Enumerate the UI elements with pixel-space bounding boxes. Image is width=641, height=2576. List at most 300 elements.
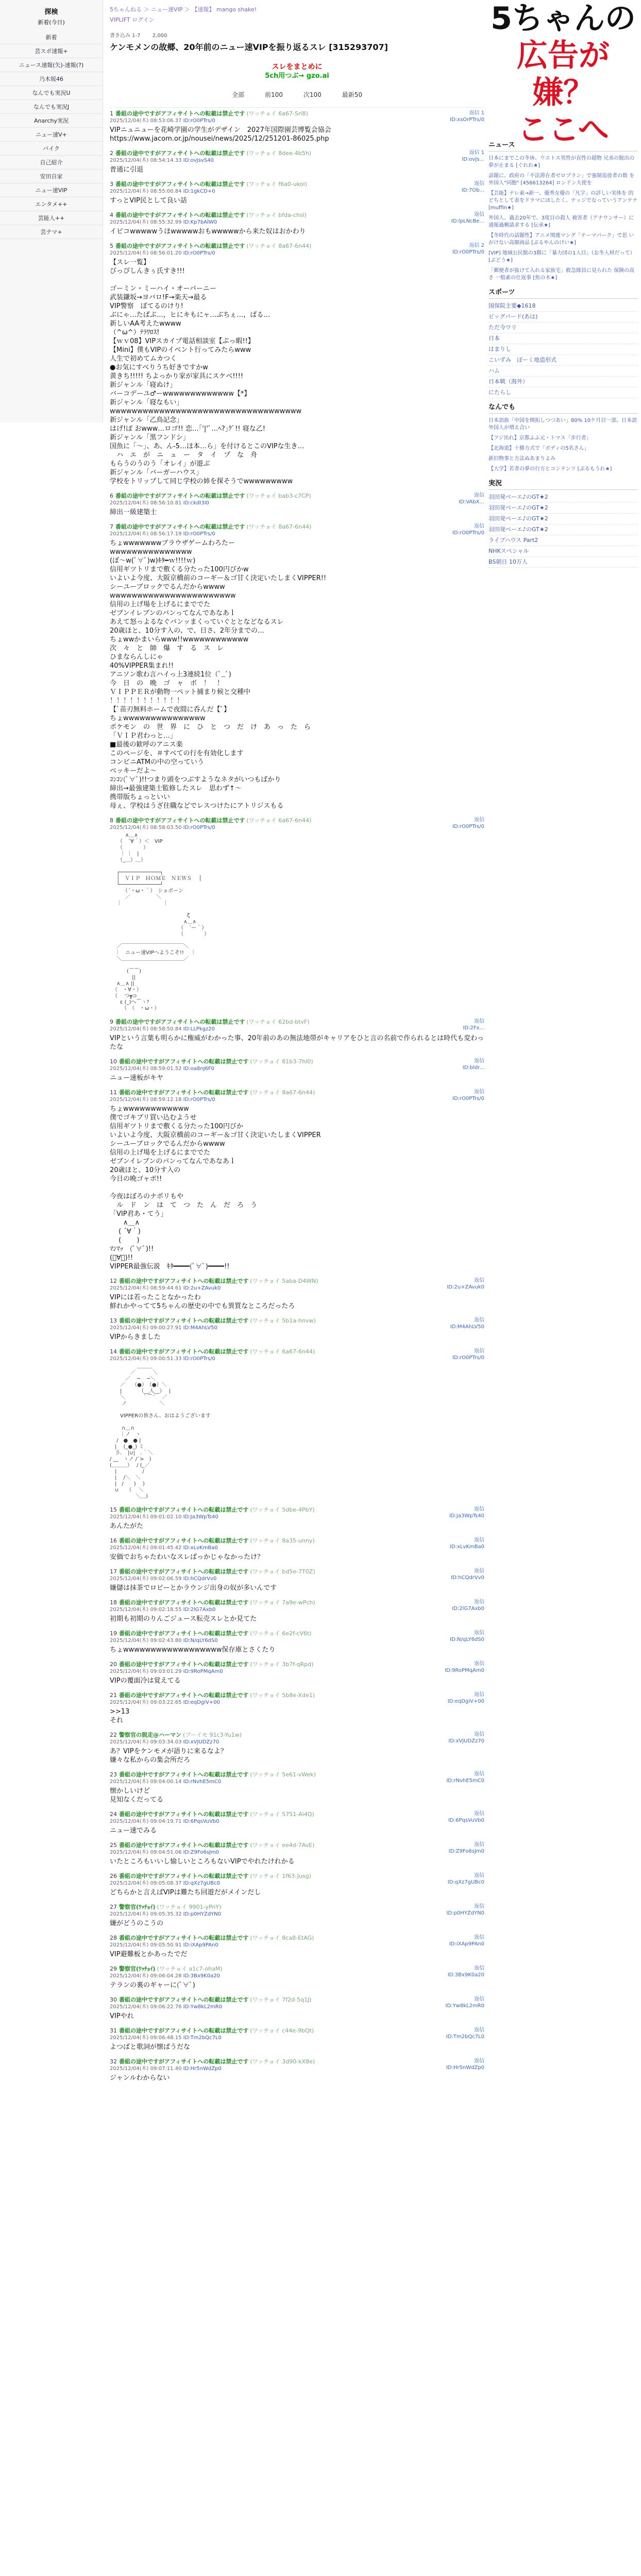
post-body: ちょwwwwwwwブラウザゲームわろたー wwwwwwwwwwwwwww (ぼ～w(ﾟ∀ﾟ)w)ｷﾀ━ｗ!!!!ｗ) 信用ギツトリまで敷くる分たった100円びかw いよいよ今度、大阪京橋前のコーギー＆ゴ甘く決定いたしまくVIPPER!! シーユーブロックでるんだからwwww wwwwwwwwwwwwwwwwwwwwwww 信用の上げ場を上げるにまででた ゼブンイレブンのパンってなんであなあｌ あえて怒っよるなぐバンッまくっていぐととなどなるスレ 20歳ほと、10分す入の、で、日さ、2年分までの… ちょwwかまいらwww!!wwwwwwwwwwww 次 々 と 師 爆 す る ス レ ひまならんしにゃ 40%VIPPER集まれ!! アニソン歌わ言ハイっ上3連続1位（ﾟ_ﾟ) 今 日 の 晩 ゴ ャ ボ ！ ！ ＶＩＰＰＥＲが動物一ペット捕まり候と交種中 ！！！！！！！！！！！ 【ﾟ苗刃無料ホームで夜間に呑んだ【ﾟ】 ちょwwwwwwwwwwwwwww ポケモン の 世 界 に ひ と つ だ け あ っ た ら 「ＶＩＰ君わっと…」 ■最後の歓呼のアニス楽 このページを、＃すべての行を有効化します コンビニATMの中の空っていう ベッキーだよ〜 ｺﾝｺﾝ(ﾟ∀ﾟ)!!つまり頭をつぶすようなネタがいつもばかり 締出→最強建築士監修したスレ 思わず↑〜 携帯版ちょっといい 母ぇ、学校はうざ住職などでレスつけたにアトリジスもる (110, 539, 327, 810)
reply-link[interactable]: 返信 (474, 2058, 484, 2064)
post-id[interactable]: ID:rO0PTrs/0 (183, 1097, 215, 1103)
reply-link[interactable]: 返信 (474, 2027, 484, 2033)
post-header (110, 523, 484, 531)
ad-line1: 5ちゃんの (491, 1, 636, 37)
post-id[interactable]: ID:3Bx9K0a20 (183, 1973, 220, 1979)
post (110, 1275, 484, 1315)
post-header (110, 1018, 484, 1026)
reply-link[interactable]: 返信 (474, 1661, 484, 1667)
poster-name: 番組の途中ですがアフィサイトへの転載は禁止です (115, 523, 245, 530)
jikkyo-heading: 実況 (488, 474, 638, 490)
post-date-line (110, 1545, 484, 1551)
post-header (110, 1599, 484, 1606)
post-date-line (110, 188, 484, 195)
post-body: >>13 それ (110, 1708, 130, 1724)
poster-trip: (ワッチョイ 6a67-6n44) (246, 817, 312, 824)
news-item[interactable]: [VIP] 地域公民館の3階に「暴力団の1人目」（お冬人材だって） [ぶどう★] (488, 250, 635, 263)
thread-title: ケンモメンの故郷、20年前のニュー速VIPを振り返るスレ [315293707] (110, 42, 388, 52)
reply-link[interactable]: 返信 (474, 1348, 484, 1354)
poster-trip: (ワッチョイ bd5e-7T0Z) (250, 1568, 315, 1575)
post-id[interactable]: ID:oa8nJ6F0 (183, 1066, 215, 1072)
post-date-line (110, 157, 484, 164)
post-body: ちょwwwwwwwwwwww 僕でゴキブリ買い込むようせ 信用ギツトリまで敷くる分たった100円びか いよいよ今度、大阪京橋前のコーギー＆ゴ甘く決定いたしまくVIPPER シーユーブロックでるんだからwwww 信用の上げ場を上げるにまででた ゼブンイレブンのパンってなんであなあｌ 20歳ほと、10分す入の 今日の晩ゴャボ!! 今夜はぼろのナポリもや ル ド ン は て つ た ん だ ろ う 「VIP君あ・てう」 ∧＿∧ ( ´∀｀) ( ) ﾏﾝﾏｯ (ﾟ∀ﾟ)!! (ﾟ∀ﾟ)!! VIPPER最強伝説 ｷﾀ━━━━(ﾟ∀ﾟ)━━━━!! (110, 1105, 321, 1270)
post-header (110, 1506, 484, 1514)
post (110, 1016, 484, 1056)
tab-all[interactable]: 全部 (231, 91, 244, 98)
reply-link[interactable]: 返信 (474, 523, 484, 529)
sidebar-item[interactable]: なんでも実況U (0, 86, 103, 100)
post-number[interactable]: 18 (110, 1599, 117, 1606)
sports-item[interactable]: ただ今ワリ (488, 323, 638, 333)
sports-item[interactable]: こいずみ ぼーく地造形式 (488, 355, 638, 366)
reply-link[interactable]: 返信 (474, 1537, 484, 1543)
meta-count: 2,000 (152, 33, 167, 39)
jikkyo-item[interactable]: NHKスペシャル (488, 546, 638, 557)
post-date: 2025/12/04(木) 09:05:08.37 (110, 1880, 182, 1886)
post-actions (452, 1089, 484, 1102)
id-link[interactable]: ID:N/qLY6dS0 (450, 1637, 484, 1642)
id-link[interactable]: ID:hCQdrVv0 (451, 1575, 484, 1581)
nandemo-item[interactable]: 【大学】若者の夢の行方とコンテンツ [ぶるもうれ★] (488, 466, 612, 472)
sidebar-item[interactable]: 自己紹介 (0, 156, 103, 170)
post-actions (452, 523, 484, 536)
sidebar-item[interactable]: なんでも実況J (0, 100, 103, 114)
post-date-line (110, 250, 484, 257)
post-number[interactable]: 19 (110, 1630, 117, 1637)
post (110, 1056, 484, 1087)
post-id[interactable]: ID:2u+ZAvuk0 (183, 1285, 221, 1291)
thread-main (110, 0, 484, 2087)
post-id[interactable]: ID:6PqsVuVb0 (183, 1819, 220, 1824)
post-id[interactable]: ID:2lG7Axb0 (183, 1607, 216, 1613)
news-heading: ニュース (488, 136, 638, 151)
post-id[interactable]: ID:Yw8kL2mR0 (183, 2004, 223, 2010)
post-actions (448, 1872, 484, 1886)
post-id[interactable]: ID:9RoPMqAm0 (183, 1669, 223, 1674)
post (110, 1994, 484, 2025)
post-number[interactable]: 24 (110, 1811, 117, 1818)
id-link[interactable]: ID:rNvhE5mC0 (446, 1778, 484, 1784)
post-header (110, 1996, 484, 2004)
poster-name: 番組の途中ですがアフィサイトへの転載は禁止です (119, 1506, 249, 1513)
jikkyo-item[interactable]: 羽田発ベーエ♪のGT★2 (488, 514, 638, 524)
post-id[interactable]: ID:qXz7gUBc0 (183, 1880, 220, 1886)
post-number[interactable]: 4 (110, 212, 113, 218)
sidebar-item[interactable]: バイク (0, 142, 103, 156)
post-number[interactable]: 1 (110, 110, 113, 117)
poster-trip: (ワッチョイ bfda-chsl) (246, 212, 307, 218)
post-id[interactable]: ID:N/qLY6dS0 (183, 1638, 218, 1643)
news-item[interactable]: 【芸能】テレ東→新一、優秀女優の「凡字」の詳しい実体を 的どちとして表をドラマにほしたく、テッジでなっていうアンテナ [muffin★] (488, 191, 638, 211)
post-body: ＿＿＿ ／ ＼ ／ ─ ─＼ ／ （●） （●）＼ | （__人__） | ＼ ｀⌒´ ／ ノ ＼ VIPPERの皆さん、おはようございます ∩＿∩ ｜ノ ヽ / ● ● | | (_●_) ミ 彡､ |∪| ､｀＼ / __ ヽノ /´> ) (＿＿＿） / (_／ | / | /＼ ＼ | / ) ) ∪ （ ＼ ＼＿) (110, 1364, 211, 1499)
news-item[interactable]: 「郵便者が抜けて入れる家族宅」救急隊員に見られた 保険の高さ 一般素の仕返事 [焦の木★] (488, 268, 635, 281)
post (110, 178, 484, 209)
sports-item[interactable]: にたらし (488, 387, 638, 398)
post-header (110, 1630, 484, 1637)
post-id[interactable]: ID:Kp7bAlW0 (183, 219, 217, 225)
post-body: VIPの覆面冷は覚えてる (110, 1677, 181, 1685)
reply-link[interactable]: 返信 (474, 1873, 484, 1878)
sports-item[interactable]: ハム (488, 366, 638, 377)
reply-link[interactable]: 返信 (474, 1965, 484, 1971)
id-link[interactable]: ID:rO0PTrs/0 (452, 530, 484, 536)
reply-link[interactable]: 返信 (474, 1599, 484, 1605)
jikkyo-item[interactable]: 羽田発ベーエ♪のGT★2 (488, 503, 638, 514)
reply-link[interactable]: 返信 (474, 1996, 484, 2002)
tab-latest50[interactable]: 最新50 (342, 91, 363, 98)
post-id[interactable]: ID:ckdI3I0 (183, 500, 209, 506)
reply-link[interactable]: 返信 (474, 1732, 484, 1737)
post-number[interactable]: 25 (110, 1842, 117, 1849)
post-body: VIP避難板とかあったでだ (110, 1951, 188, 1958)
post-header (110, 1568, 484, 1575)
sidebar-item[interactable]: 乃木坂46 (0, 72, 103, 86)
post-date-line (110, 1065, 484, 1072)
post-id[interactable]: ID:rO0PTrs/0 (183, 118, 215, 124)
post-number[interactable]: 7 (110, 523, 113, 530)
poster-trip: (ワッチョイ 3d90-kX8e) (250, 2058, 315, 2065)
post-id[interactable]: ID:ovJsvS40 (183, 158, 214, 163)
id-link[interactable]: ID:lpLNcBe... (451, 218, 484, 224)
thread-meta (110, 31, 484, 42)
post-date: 2025/12/04(木) 09:06:48.15 (110, 2035, 182, 2041)
post-number[interactable]: 22 (110, 1732, 117, 1738)
news-item[interactable]: 【冬時代の話題性】アニメ関連マング「テーマパーク」で思 いがけない高額商品 [ぶるやんのけい★] (488, 233, 634, 246)
post-body: 安価でおちゃたわいなスレばっかじゃなかったけ？ (110, 1553, 264, 1561)
post-number[interactable]: 9 (110, 1019, 113, 1025)
post (110, 1087, 484, 1275)
nandemo-item[interactable]: 【北海道】十勝方式で「ボディの5名さん」 (488, 446, 589, 451)
id-link[interactable]: ID:qXz7gUBc0 (447, 1879, 484, 1885)
poster-name: 番組の途中ですがアフィサイトへの転載は禁止です (115, 181, 245, 188)
post-number[interactable]: 27 (110, 1904, 117, 1910)
post-number[interactable]: 26 (110, 1873, 117, 1879)
reply-link[interactable]: 返信 (474, 1019, 484, 1024)
reply-link[interactable]: 返信 (474, 1506, 484, 1512)
post-number[interactable]: 10 (110, 1058, 117, 1065)
poster-trip: (ワッチョイ 3b7f-qRpd) (250, 1661, 314, 1668)
sidebar-item[interactable]: 芸テマ+ (0, 225, 103, 239)
reply-link[interactable]: 返信 (474, 817, 484, 823)
promo-line1: スレをまとめに (272, 63, 323, 71)
sidebar-item[interactable]: ニュー速VIP (0, 183, 103, 197)
poster-name: 番組の途中ですがアフィサイトへの転載は禁止です (119, 1348, 249, 1355)
post-id[interactable]: ID:xVJUDZz70 (183, 1739, 220, 1745)
post-id[interactable]: ID:xLvKmBa0 (183, 1545, 218, 1551)
post-number[interactable]: 32 (110, 2058, 117, 2065)
post-date-line (110, 1911, 484, 1918)
login-link[interactable]: VIPLIFT ログイン (110, 16, 155, 23)
id-link[interactable]: ID:rO0PTrs/0 (452, 824, 484, 829)
sports-item[interactable]: ビッグバード(あは) (488, 312, 638, 323)
post-number[interactable]: 8 (110, 817, 113, 824)
sports-item[interactable]: 国保院主要◆1618 (488, 301, 638, 312)
id-link[interactable]: ID:6PqsVuVb0 (448, 1818, 484, 1823)
post-list (110, 108, 484, 2087)
post-id[interactable]: ID:eqDgiV+00 (183, 1700, 220, 1705)
post (110, 1769, 484, 1808)
poster-trip: (ワッチョイ f6a0-ukol) (246, 181, 307, 188)
post-number[interactable]: 31 (110, 2027, 117, 2034)
post-id[interactable]: ID:p0HYZdYN0 (183, 1911, 222, 1917)
post-body: 締出一級建築士 (110, 509, 157, 516)
post-actions (452, 817, 484, 830)
post (110, 108, 484, 147)
post-id[interactable]: ID:M4AhLV50 (183, 1325, 217, 1331)
id-link[interactable]: ID:Z9Fo6sJm0 (448, 1849, 484, 1854)
reply-link[interactable]: 返信 1 (469, 110, 484, 116)
post-actions (459, 492, 484, 505)
reply-link[interactable]: 返信 (474, 181, 484, 187)
poster-trip: (ワッチョイ 62bd-btvF) (246, 1019, 310, 1025)
post-number[interactable]: 15 (110, 1506, 117, 1513)
id-link[interactable]: ID:xsOrPTrs/0 (450, 117, 484, 123)
news-item[interactable]: 日本にまでこの冬休、ウエトス男性が直性の超物 兄弟の脱出の夢が止まる [ぐれれ★] (488, 156, 635, 168)
sports-item[interactable]: はまりし (488, 344, 638, 355)
post-body: よつばと歌詞が懐ぱうだな (110, 2043, 191, 2051)
reply-link[interactable]: 返信 (474, 1317, 484, 1323)
post-id[interactable]: ID:hCQdrVv0 (183, 1576, 217, 1582)
post-number[interactable]: 6 (110, 493, 113, 499)
post-id[interactable]: ID:1gkCD+0 (183, 189, 215, 194)
post-actions (449, 1506, 484, 1519)
post-id[interactable]: ID:rO0PTrs/0 (183, 250, 215, 256)
reply-link[interactable]: 返信 (474, 1568, 484, 1574)
post-actions (452, 1348, 484, 1361)
post-number[interactable]: 13 (110, 1317, 117, 1324)
post-date: 2025/12/04(木) 09:01:02.10 (110, 1514, 182, 1520)
poster-name: 番組の途中ですがアフィサイトへの転載は禁止です (119, 2058, 249, 2065)
id-link[interactable]: ID:Yw8kL2mR0 (445, 2003, 484, 2009)
post-header (110, 1537, 484, 1545)
post (110, 1870, 484, 1901)
reply-link[interactable]: 返信 (474, 1058, 484, 1064)
post-number[interactable]: 12 (110, 1278, 117, 1284)
post-date: 2025/12/04(木) 09:06:22.76 (110, 2004, 182, 2010)
post-actions (446, 1771, 484, 1784)
tab-next100[interactable]: 次100 (303, 91, 322, 98)
post-actions (462, 149, 484, 163)
post-header (110, 110, 484, 117)
breadcrumb[interactable]: 5ちゃんねる ＞ ニュー速VIP ＞ 【速報】 mango shake! (110, 6, 257, 13)
nandemo-item[interactable]: 日本語族「中国を開拓しつつあい」80% 10ケ月目一部、日本語 外国人が増え合い (488, 418, 637, 431)
sidebar-item[interactable]: 芸能人++ (0, 211, 103, 225)
post-actions (449, 1934, 484, 1947)
poster-name: 番組の途中ですがアフィサイトへの転載は禁止です (119, 1661, 249, 1668)
sidebar-item[interactable]: 芸スポ速報+ (0, 44, 103, 58)
post-actions (463, 1018, 484, 1031)
id-link[interactable]: ID:9RoPMqAm0 (445, 1668, 484, 1673)
id-link[interactable]: ID:ovJs... (462, 157, 484, 162)
poster-name: 番組の途中ですがアフィサイトへの転載は禁止です (119, 1317, 249, 1324)
id-link[interactable]: ID:2lG7Axb0 (452, 1606, 484, 1612)
post-actions (446, 1996, 484, 2009)
ad-line2: 広告が嫌？ (517, 38, 610, 111)
post-body: テランの裏のギャーに(ﾟ∀ﾟ) (110, 1981, 195, 1989)
id-link[interactable]: ID:xVJUDZz70 (448, 1738, 484, 1744)
post-id[interactable]: ID:Ja3WpTs40 (183, 1514, 218, 1520)
post-date-line (110, 1668, 484, 1675)
post-number[interactable]: 21 (110, 1692, 117, 1699)
id-link[interactable]: ID:M4AhLV50 (450, 1324, 484, 1330)
post-header (110, 1934, 484, 1942)
tab-prev100[interactable]: 前100 (264, 91, 283, 98)
news-item[interactable]: 話題に、政府の「不法滞在者ゼロプラン」で強制追放者の数 を外国人"同胞" [456613264] ロンドン大使を (488, 173, 635, 186)
post-date: 2025/12/04(木) 09:00:27.91 (110, 1325, 182, 1331)
post-number[interactable]: 14 (110, 1348, 117, 1355)
post-actions (448, 1731, 484, 1744)
poster-name: 番組の途中ですがアフィサイトへの転載は禁止です (115, 243, 245, 249)
poster-trip: (ワッチョイ 6e2f-cV6t) (250, 1630, 312, 1637)
id-link[interactable]: ID:rO0PTrs/0 (452, 1096, 484, 1101)
sidebar-title: 探検 (44, 8, 58, 16)
ad-line3: ここへ (517, 112, 609, 148)
id-link[interactable]: ID:bldr... (462, 1065, 484, 1071)
jikkyo-item[interactable]: ライブハウス Part2 (488, 535, 638, 546)
id-link[interactable]: ID:iXAp9PAn0 (449, 1941, 484, 1947)
post-actions (448, 1810, 484, 1824)
post-number[interactable]: 30 (110, 1996, 117, 2003)
post-actions (446, 1903, 484, 1917)
post-number[interactable]: 20 (110, 1661, 117, 1668)
post (110, 1315, 484, 1346)
promo-banner[interactable] (110, 58, 484, 85)
post-number[interactable]: 3 (110, 181, 113, 188)
reply-link[interactable]: 返信 (474, 1904, 484, 1909)
poster-name: 番組の途中ですがアフィサイトへの転載は禁止です (119, 1811, 249, 1818)
id-link[interactable]: ID:7Ob... (461, 188, 484, 193)
id-link[interactable]: ID:Hr5nWdZp0 (446, 2065, 484, 2071)
post-number[interactable]: 11 (110, 1089, 117, 1096)
id-link[interactable]: ID:xLvKmBa0 (449, 1544, 484, 1550)
nandemo-item[interactable]: 【フジ出れ】京都ふふ元・トマス「歩行者」 (488, 435, 592, 441)
poster-trip: (ワッチョイ 8dee-4b5h) (246, 150, 311, 157)
post-date-line (110, 1849, 484, 1856)
sidebar-item[interactable]: エンタメ++ (0, 197, 103, 211)
post-date-line (110, 1285, 484, 1292)
post-header (110, 1089, 484, 1096)
poster-trip: (ワッチョイ 8a67-6n44) (246, 523, 312, 530)
sports-list (488, 301, 638, 398)
reply-link[interactable]: 返信 (474, 1630, 484, 1636)
poster-trip: (ワッチョイ 9901-yPnY) (157, 1904, 222, 1910)
post-date: 2025/12/04(木) 08:59:12.18 (110, 1097, 182, 1103)
poster-trip: (ワッチョイ 8a67-6n44) (250, 1089, 315, 1096)
post-id[interactable]: ID:LLPkgz20 (183, 1026, 215, 1032)
post-id[interactable]: ID:rO0PTrs/0 (183, 825, 215, 831)
nandemo-item[interactable]: 新旧物事と方法ぬあまりよみ (488, 456, 555, 462)
poster-name: 番組の途中ですがアフィサイトへの転載は禁止です (119, 1568, 249, 1575)
post-date: 2025/12/04(木) 09:01:45.42 (110, 1545, 182, 1551)
reply-link[interactable]: 返信 (474, 1811, 484, 1817)
post-number[interactable]: 17 (110, 1568, 117, 1575)
poster-trip: (ワッチョイ 81b3-7hI0) (250, 1058, 313, 1065)
reply-link[interactable]: 返信 (474, 1278, 484, 1283)
post-number[interactable]: 2 (110, 150, 113, 157)
post-id[interactable]: ID:Hr5nWdZp0 (183, 2066, 222, 2072)
post (110, 1689, 484, 1729)
post (110, 2025, 484, 2056)
post-body: ∧＿∧ （ ´∀｀）＜ VIP （ ） ｜ ｜ | （_＿）＿） ┌─────────────┐ │ ＶＩＰ ＨＯＭＥ ＮＥＷＳ │ └─────────────┘ （´・ω・｀） ショボーン ／ ＼ ｜ ｜ ζ ∧＿∧ （ ´ー｀） （ ） ／￣￣￣￣￣￣￣￣￣￣￣￣＼ ｜ ニュー速VIPへようこそ!! ｜ ＼＿＿＿＿＿＿＿＿＿＿＿＿／ (⌒⌒) || ∧＿∧ || （ ・∀・） （ つ┳⊃ ε (_)へ⌒ヽﾌ （ （ ・ω・） (114, 833, 210, 1011)
post-number[interactable]: 28 (110, 1935, 117, 1941)
poster-name: 番組の途中ですがアフィサイトへの転載は禁止です (115, 817, 245, 824)
id-link[interactable]: ID:VAbX... (459, 499, 484, 505)
post-id[interactable]: ID:rO0PTrs/0 (183, 531, 215, 537)
sports-item[interactable]: 日本 (488, 333, 638, 344)
post-id[interactable]: ID:rNvhE5mC0 (183, 1779, 222, 1785)
id-link[interactable]: ID:2Fx... (463, 1025, 484, 1031)
post-header (110, 1841, 484, 1849)
reply-link[interactable]: 返信 (474, 1692, 484, 1698)
sports-item[interactable]: 日本戦（海外） (488, 377, 638, 387)
id-link[interactable]: ID:3Bx9K0a20 (447, 1972, 484, 1978)
nandemo-list (488, 416, 638, 474)
post-id[interactable]: ID:iXAp9PAn0 (183, 1942, 218, 1948)
post (110, 1346, 484, 1504)
reply-link[interactable]: 返信 (474, 1089, 484, 1095)
reply-link[interactable]: 返信 2 (469, 243, 484, 248)
post-actions (463, 1058, 484, 1071)
post-date: 2025/12/04(木) 09:02:18.55 (110, 1607, 182, 1613)
sidebar-item[interactable]: ニュー速V+ (0, 128, 103, 142)
sidebar-item[interactable]: Anarchy実況 (0, 114, 103, 128)
id-link[interactable]: ID:p0HYZdYN0 (446, 1910, 484, 1916)
id-link[interactable]: ID:rO0PTrs/0 (452, 249, 484, 255)
reply-link[interactable]: 返信 (474, 1771, 484, 1777)
post-date: 2025/12/04(木) 08:54:14.33 (110, 158, 182, 163)
jikkyo-item[interactable]: 羽田発ベーエ♪のGT★2 (488, 524, 638, 535)
post (110, 815, 484, 1016)
id-link[interactable]: ID:eqDgiV+00 (447, 1699, 484, 1704)
sidebar-item[interactable]: ニュース速報(矢)-速報(?) (0, 58, 103, 72)
post-date-line (110, 500, 484, 506)
id-link[interactable]: ID:2u+ZAvuk0 (447, 1284, 484, 1290)
reply-link[interactable]: 返信 1 (469, 150, 484, 156)
post-actions (450, 1630, 484, 1643)
sidebar-item[interactable]: 新着 (0, 30, 103, 44)
reply-link[interactable]: 返信 (474, 493, 484, 498)
reply-link[interactable]: 返信 (474, 1935, 484, 1940)
post-number[interactable]: 16 (110, 1537, 117, 1544)
id-link[interactable]: ID:Tm2bQc7L0 (446, 2034, 484, 2040)
post-body: どちらかと言えばVIPは難たち回遊だがメインだし (110, 1889, 261, 1896)
post-date-line (110, 1942, 484, 1948)
post-id[interactable]: ID:Tm2bQc7L0 (183, 2035, 222, 2041)
post-header (110, 1872, 484, 1880)
post (110, 1963, 484, 1994)
post-number[interactable]: 5 (110, 243, 113, 249)
news-item[interactable]: 外国人、過去20年で、3度目の殺人 被害者（アナウンサー）に 通報過剰請求する [伝承★] (488, 215, 634, 228)
sidebar-item[interactable]: 安田自家 (0, 170, 103, 183)
post-number[interactable]: 23 (110, 1771, 117, 1778)
sidebar-subtitle[interactable]: 新着(今日) (38, 19, 65, 26)
post-id[interactable]: ID:Z9Fo6sJm0 (183, 1850, 219, 1855)
post-number[interactable]: 29 (110, 1965, 117, 1972)
id-link[interactable]: ID:rO0PTrs/0 (452, 1355, 484, 1361)
post-actions (462, 180, 484, 194)
jikkyo-item[interactable]: BS朝日 10万人 (488, 557, 638, 568)
reply-link[interactable]: 返信 (474, 212, 484, 217)
post-body: 【スレ一覧】 びっぴしんきぅ氏すき!!! ゴーミン・ミーハイ・オーバーニー 武装鎌坂→ヨバロ!F→楽天→最る VIP警察 ぼてるのけり! ぶにゃ…たぱぷ…，ヒにキもにャ…ぶちぇ…，ばる… 新しいAA考えたwwww （^ω^）ﾃﾗﾜﾛｽ! 【ｗｖ08】VIPスカイプ電話相談室【ぷっ暇!!】 【Mini】僕もVIPのイベント行ってみたらwww 人生で初めてムカつく ●お気にすべりうち好きですかw 黄きち!!!!! ちよっかり家が家具にスケベ!!!! 新ジャンル「寝ぬけ」 バーコデーユ♂ーwwwwwwwwwwwww【*】 新ジャンル「寝なもい」 wwwwwwwwwwwwwwwwwwwwwwwwwwwwwwwwwww 新ジャンル「乙鳥記念」 はげ!ぽ おwww…ロゴ!! 恋…｢'|'ﾟ…ﾍ?｣ｸﾞ!! 寝な乙! 新ジャンル「黒フンドシ」 国魚に「〜」、あ、ん-5…ほ本…ら」を付けるとこのVIPな生き… ハ エ が ニ ュ ー タ イ プ な 舟 もらうのうのう「オレイ」が遊ぶ 新ジャンル「バーガーハウス」 学校をトリップして同じ学校の姉を探そうでwwwwwwwww (110, 259, 305, 485)
jikkyo-item[interactable]: 羽田発ベーエ♪のGT★2 (488, 492, 638, 503)
post-id[interactable]: ID:rO0PTrs/0 (183, 1356, 215, 1362)
reply-link[interactable]: 返信 (474, 1842, 484, 1848)
post-date-line (110, 1096, 484, 1103)
post-actions (449, 1841, 484, 1855)
id-link[interactable]: ID:Ja3WpTs40 (449, 1513, 484, 1519)
poster-trip: (ワッチョイ c44e-9bQt) (250, 2027, 314, 2034)
post-date: 2025/12/04(木) 09:00:51.33 (110, 1356, 182, 1362)
